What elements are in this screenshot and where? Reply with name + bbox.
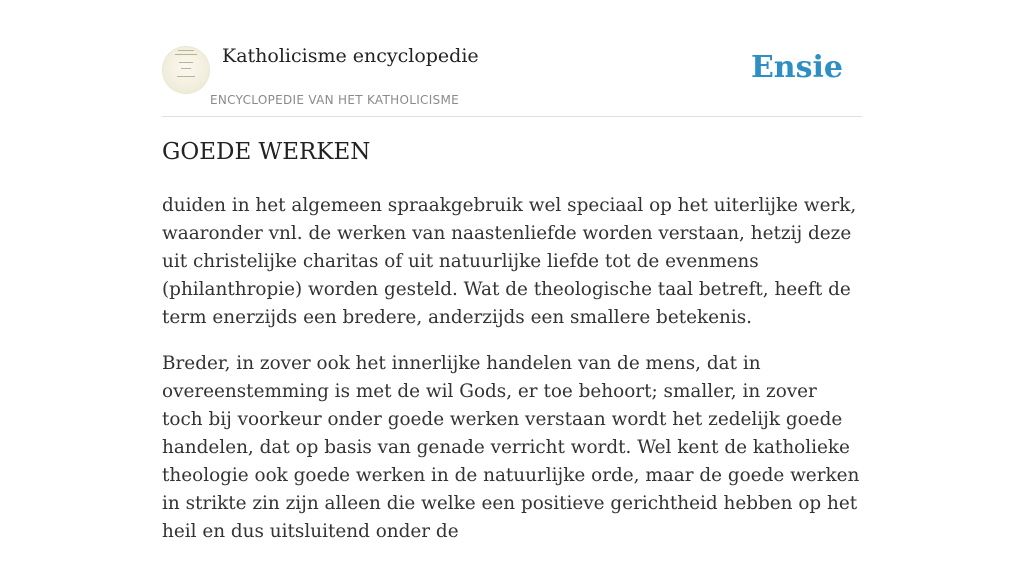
article-paragraph: duiden in het algemeen spraakgebruik wel speciaal op het uiterlijke werk, waaronder vnl. de werken van naastenliefde worden verstaan, hetzij deze uit christelijke charitas of uit natuurlijke liefde tot de evenmens (philanthropie) worden gesteld. Wat de theologische taal betreft, heeft de term enerzijds een bredere, anderzijds een smallere betekenis.	[162, 195, 857, 328]
article-body	[162, 192, 862, 564]
encyclopedia-cover-logo-icon[interactable]	[162, 46, 210, 94]
article-title: GOEDE WERKEN	[162, 139, 371, 165]
brand-logo-link[interactable]: Ensie	[750, 50, 843, 85]
article-paragraph: Breder, in zover ook het innerlijke handelen van de mens, dat in overeenstemming is met de wil Gods, er toe behoort; smaller, in zover toch bij voorkeur onder goede werken verstaan wordt het zedelijk goede handelen, dat op basis van genade verricht wordt. Wel kent de katholieke theologie ook goede werken in de natuurlijke orde, maar de goede werken in strikte zin zijn alleen die welke een positieve gerichtheid hebben op het heil en dus uitsluitend onder de	[162, 353, 860, 542]
site-subtitle: ENCYCLOPEDIE VAN HET KATHOLICISME	[210, 93, 459, 107]
site-title[interactable]: Katholicisme encyclopedie	[222, 45, 479, 67]
site-header	[162, 0, 862, 117]
